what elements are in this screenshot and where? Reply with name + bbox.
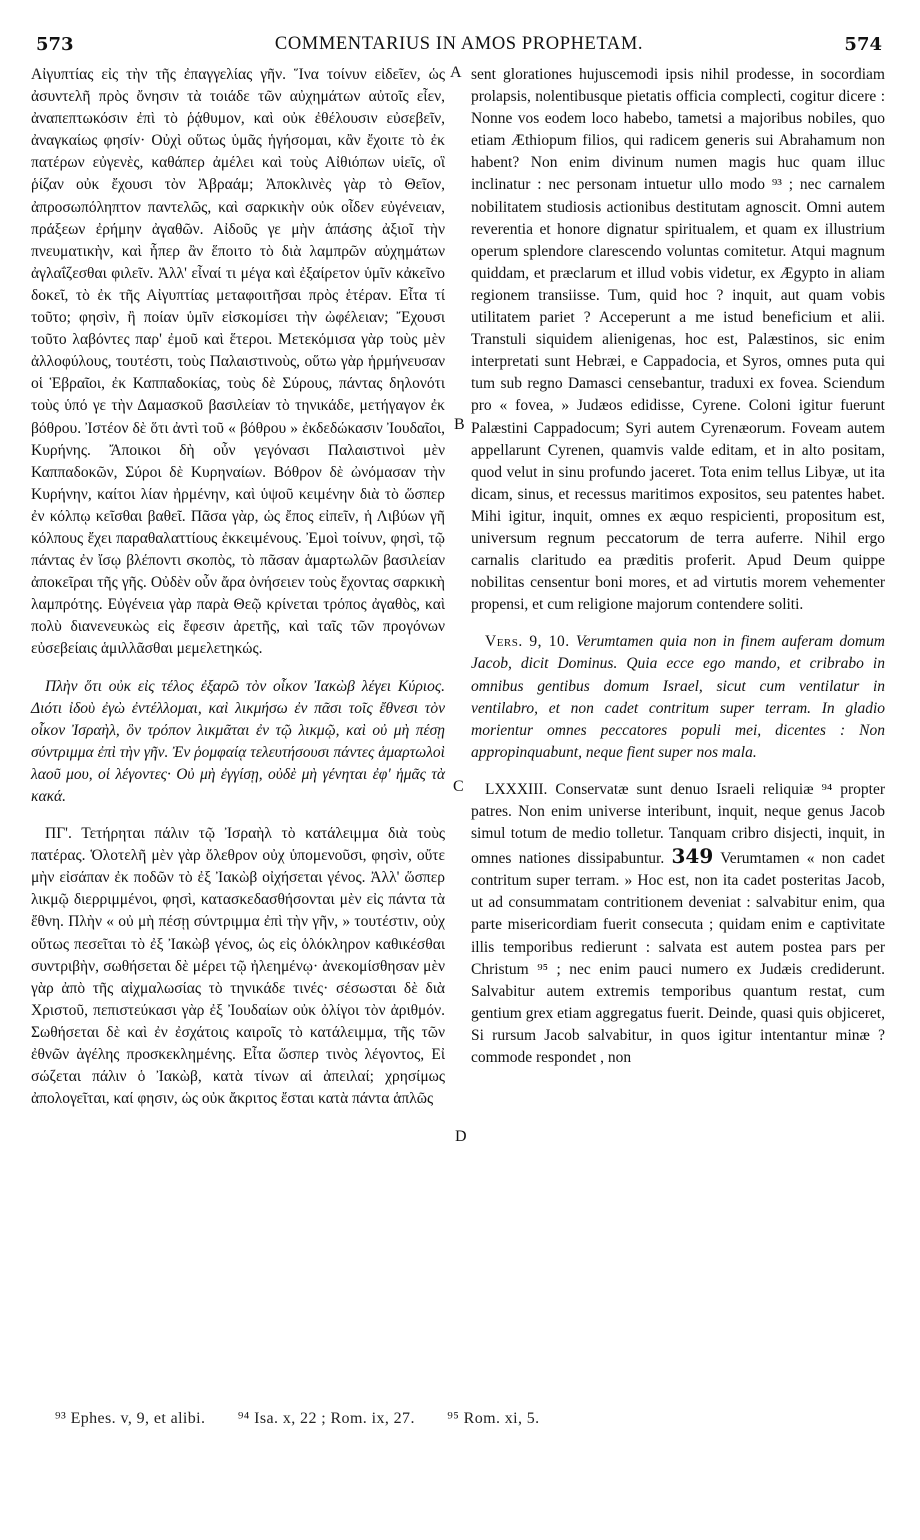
margin-letter-a: A xyxy=(450,64,462,81)
latin-paragraph-1: sent glorationes hujuscemodi ipsis nihil prodesse, in socordiam prolapsis, nolentibusque pietatis officia complecti, cogitur dicere : Nonne vos eodem loco habebo, tametsi a majoribus nobiles, quo etiam Æthiopum filios, qui radicem generis sui Abrahamum non habent? Non enim divinum numen magis huc quam illuc inclinatur : nec personam intuetur ullo modo ⁹³ ; nec carnalem nobilitatem studiosis actionibus destitutam agnoscit. Omni autem reverentia et honore dignatur spiritualem, et quam ex illustrium operum splendore clarescendo voluntas comitetur. Atqui magnum quiddam, et præclarum et illud vobis videtur, ex Ægypto in aliam regionem transiisse. Tum, quid hoc ? inquit, aut quam vobis utilitatem pariet ? Acceperunt a me istud beneficium et alii. Transtuli siquidem alienigenas, hoc est, Palæstinos, sic enim interpretati sunt Hebræi, e Cappadocia, et Syros, omnes puta qui tum sub regno Damasci censebantur, traduxi ex fovea. Sciendum pro « fovea, » Judæos edidisse, Cyrene. Coloni igitur fuerunt Palæstini Cappadocum; Syri autem Cyrenæorum. Foveam autem appellarunt Cyrenen, quamvis valde editam, et in alto positam, quod velut in sinu profundo jaceret. Tota enim tellus Libyæ, ut ita dicam, sinus, et recessus maritimos expositos, seu patentes habet. Mihi igitur, inquit, omnes ex æquo respicienti, propositum est, universum regnum peccatorum de terra auferre. Nihil ergo carnalis claritudo ea præditis proferit. Apud Deum quippe nobilitas censentur boni mores, et ad virtutis morem vehementer propensi, et cum religione majorum contendere soliti. xyxy=(471,66,885,614)
latin-paragraph-3-rest: Verumtamen « non cadet contritum super terram. » Hoc est, non ita cadet posteritas Jacob, ut ad consummatam contritionem deveniat : salvabitur enim, qua parte misericordiam fuerit consecuta ; quidam enim e captivitate illis temporibus redierunt : salvata est autem postea pars per Christum ⁹⁵ ; nec enim pauci numero ex Judæis crediderunt. Salvabitur autem extremis temporibus quantum restat, cum gentium grex etiam aggregatus fuerit. Deinde, quasi quis objiceret, Si rursum Jacob salvabitur, in quos igitur intentantur minæ ? commode respondet , non xyxy=(471,850,885,1067)
margin-letter-c: C xyxy=(453,778,464,795)
latin-verse-block xyxy=(471,631,885,764)
footnote-94: ⁹⁴ Isa. x, 22 ; Rom. ix, 27. xyxy=(237,1410,415,1427)
greek-paragraph-3: ΠΓ'. Τετήρηται πάλιν τῷ Ἰσραὴλ τὸ κατάλειμμα διὰ τοὺς πατέρας. Ὁλοτελῆ μὲν γὰρ ὄλεθρον οὐχ ὑπομενοῦσι, φησὶν, οὔτε μὴν εἰσάπαν ἐκ ποδῶν τὸ ἐξ Ἰακὼβ οἰχήσεται γένος. Ἀλλ' ὥσπερ λικμῷ διερριμμένοι, φησὶ, κατασκεδασθήσονται μὲν εἰς πάντα τὰ ἔθνη. Πλὴν « οὐ μὴ πέσῃ σύντριμμα ἐπὶ τὴν γῆν, » τουτέστιν, οὐχ οὕτως πεσεῖται τὸ ἐξ Ἰακὼβ γένος, ὡς εἰς ὁλόκληρον καθικέσθαι συντριβὴν, σωθήσεται δὲ μέρει τῷ ἠλεημένῳ· ἀνεκομίσθησαν μὲν γὰρ ἀπὸ τῆς αἰχμαλωσίας τὸ τηνικάδε τινές· σέσωσται δὲ διὰ Χριστοῦ, πεπιστεύκασι γὰρ ἐξ Ἰουδαίων οὐκ ὀλίγοι τὸν ἀριθμόν. Σωθήσεται δὲ καὶ ἐν ἐσχάτοις καιροῖς τὸ κατάλειμμα, τῆς τῶν ἐθνῶν ἀγέλης προσκεκλημένης. Εἶτα ὥσπερ τινὸς λέγοντος, Εἰ σώζεται πάλιν ὁ Ἰακὼβ, κατὰ τίνων αἱ ἀπειλαί; χρησίμως ἀπολογεῖται, καί φησιν, ὡς οὐκ ἄκριτος ἔσται κατὰ πάντα ἁπλῶς xyxy=(31,825,445,1108)
latin-paragraph-3 xyxy=(471,779,885,1069)
footnote-95: ⁹⁵ Rom. xi, 5. xyxy=(447,1410,540,1427)
column-marker-number: 349 xyxy=(671,844,714,869)
margin-letter-d: D xyxy=(455,1128,467,1145)
latin-paragraph-3-start: LXXXIII. Conservatæ sunt denuo Israeli reliquiæ ⁹⁴ propter patres. Non enim universe interibunt, inquit, neque genus Jacob simul totum de medio tolletur. Tanquam cribro disjecti, inquit, in omnes nationes dissipabuntur. xyxy=(471,780,885,868)
page-number-left: 573 xyxy=(36,34,74,55)
greek-scripture-quote: Πλὴν ὅτι οὐκ εἰς τέλος ἐξαρῶ τὸν οἶκον Ἰακὼβ λέγει Κύριος. Διότι ἰδοὺ ἐγὼ ἐντέλλομαι, καὶ λικμήσω ἐν πᾶσι τοῖς ἔθνεσι τὸν οἶκον Ἰσραὴλ, ὃν τρόπον λικμᾶται ἐν τῷ λικμῷ, καὶ οὐ μὴ πέσῃ σύντριμμα ἐπὶ τὴν γῆν. Ἐν ῥομφαίᾳ τελευτήσουσι πάντες ἁμαρτωλοὶ λαοῦ μου, οἱ λέγοντες· Οὐ μὴ ἐγγίσῃ, οὐδὲ μὴ γένηται ἐφ' ἡμᾶς τὰ κακά. xyxy=(31,677,445,805)
greek-column xyxy=(31,64,445,1110)
page-number-right: 574 xyxy=(844,34,882,55)
greek-paragraph-1: Αἰγυπτίας εἰς τὴν τῆς ἐπαγγελίας γῆν. Ἵνα τοίνυν εἰδεῖεν, ὡς ἀσυντελῆ πρὸς ὄνησιν τὰ τοιάδε τῶν αὐχημάτων αὐτοῖς εἶεν, ἀναπεπτωκόσιν ἐπὶ τὸ ῥᾴθυμον, καὶ οὐκ ἐθέλουσιν εὐσεβεῖν, ἀναγκαίως φησίν· Οὐχὶ οὕτως ὑμᾶς ἡγήσομαι, κἂν ἔχοιτε τὸ ἐκ πατέρων εὐγενὲς, καθάπερ ἀμέλει καὶ τοὺς Αἰθιόπων υἱεῖς, οἳ ῥίζαν οὐκ ἔχουσι τὸν Ἀβραάμ; Ἀποκλινὲς γὰρ τὸ Θεῖον, ἀπροσωπόληπτον παντελῶς, καὶ σαρκικὴν οὐκ οἶδεν εὐγένειαν, πράξεων ἐρήμην ἀγαθῶν. Αἰδοῦς γε μὴν ἁπάσης ἀξιοῖ τὴν πνευματικὴν, καὶ ἧπερ ἂν ἕποιτο τὸ διὰ λαμπρῶν αὐχημάτων ἀγλαΐζεσθαι φιλεῖν. Ἀλλ' εἶναί τι μέγα καὶ ἐξαίρετον ὑμῖν κἀκεῖνο δοκεῖ, τὸ ἐκ τῆς Αἰγυπτίας μεταφοιτῆσαι πρὸς ἑτέραν. Εἶτα τί τοῦτο; φησὶν, ἢ ποίαν ὑμῖν εἰσκομίσει τὴν ὠφέλειαν; Ἔχουσι τοῦτο λαβόντες παρ' ἐμοῦ καὶ ἕτεροι. Μετεκόμισα γὰρ τοὺς μὲν ἀλλοφύλους, τουτέστι, τοὺς Παλαιστινοὺς, οὕτω γὰρ ἡρμήνευσαν οἱ Ἑβραῖοι, ἐκ Καππαδοκίας, τοὺς δὲ Σύρους, πάντας δηλονότι τοὺς ὑπό γε τὴν Δαμασκοῦ βασιλείαν τὸ τηνικάδε, μετήγαγον ἐκ βόθρου. Ἰστέον δὲ ὅτι ἀντὶ τοῦ « βόθρου » ἐκδεδώκασιν Ἰουδαῖοι, Κυρήνης. Ἄποικοι δὴ οὖν γεγόνασι Παλαιστινοὶ μὲν Καππαδοκῶν, Σύροι δὲ Κυρηναίων. Βόθρον δὲ ὠνόμασαν τὴν Κυρήνην, καίτοι λίαν ἠρμένην, καὶ ὑψοῦ κειμένην διὰ τὸ ὥσπερ ἐν κόλπῳ κεῖσθαι βαθεῖ. Πᾶσα γὰρ, ὡς ἔπος εἰπεῖν, ἡ Λιβύων γῆ κόλπους ἔχει παραθαλαττίους ἐκκειμένους. Ἐμοὶ τοίνυν, φησὶ, τῷ πάντας ἐν ἴσῳ βλέποντι σκοπὸς, τὸ πᾶσαν ἁμαρτωλῶν βασιλείαν ἀποκεῖραι τῆς γῆς. Οὐδὲν οὖν ἄρα ὀνήσειεν τοὺς ἔχοντας σαρκικὴ λαμπρότης. Εὐγένεια γὰρ παρὰ Θεῷ κρίνεται τρόπος ἀγαθὸς, καὶ πολὺ διανενευκὼς εἰς ἔφεσιν ἀρετῆς, καὶ ταῖς τῶν προγόνων εὐσεβείαις ἁμιλλᾶσθαι μεμελετηκώς. xyxy=(31,66,445,658)
verse-text: Verumtamen quia non in finem auferam domum Jacob, dicit Dominus. Quia ecce ego mando, et cribrabo in omnibus gentibus domum Israel, sicut cum ventilatur in ventilabro, et non cadet contritum super terram. In gladio morientur omnes peccatores populi mei, dicentes : Non appropinquabunt, neque fient super nos mala. xyxy=(471,633,885,761)
footnote-93: ⁹³ Ephes. v, 9, et alibi. xyxy=(55,1410,206,1427)
margin-letter-b: B xyxy=(454,416,465,433)
page-header xyxy=(36,34,882,60)
verse-label: Vers. 9, 10. xyxy=(485,633,570,651)
footnotes xyxy=(55,1410,568,1428)
latin-column xyxy=(471,64,885,1069)
running-title: COMMENTARIUS IN AMOS PROPHETAM. xyxy=(274,34,644,54)
